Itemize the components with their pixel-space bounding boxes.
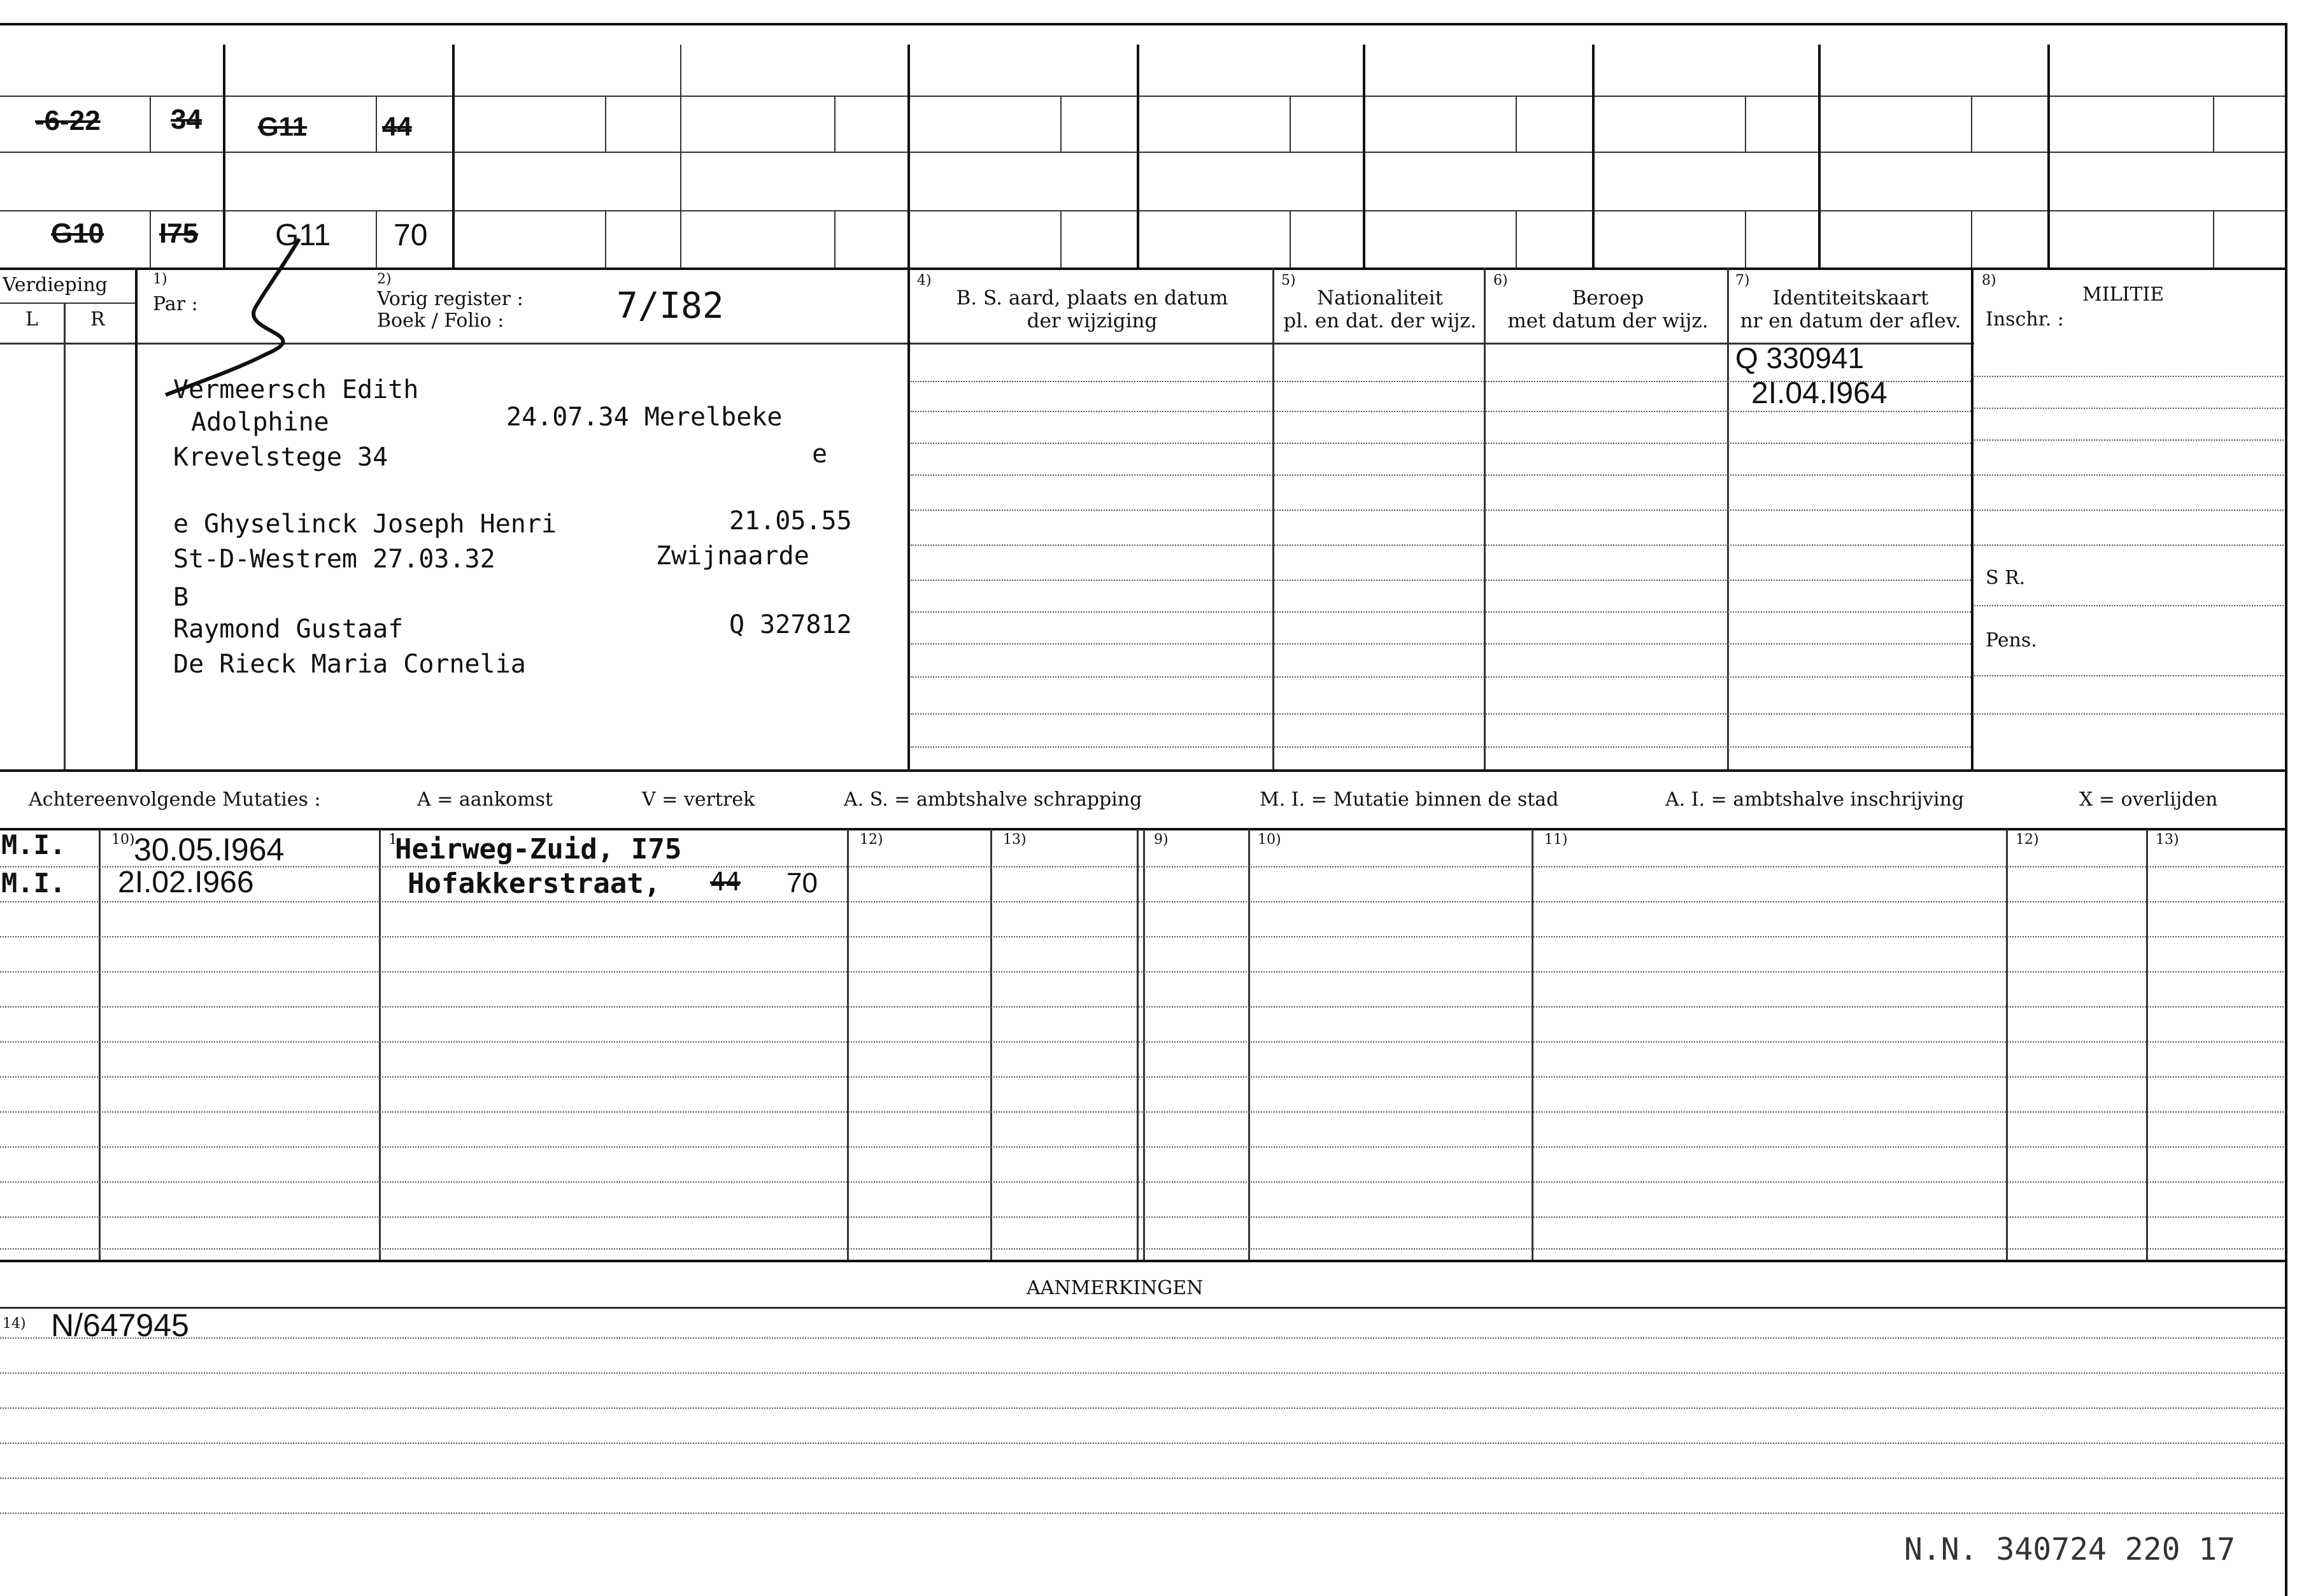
person-line: Raymond Gustaaf: [173, 615, 404, 644]
person-line: Krevelstege 34: [173, 443, 388, 472]
divider: [1363, 45, 1365, 267]
inschr-label: Inschr. :: [1986, 308, 2064, 331]
dotted-line: [1974, 439, 2286, 441]
col4-title: B. S. aard, plaats en datum: [956, 287, 1228, 310]
footnote-marker: 12): [860, 832, 883, 848]
grid-value: G10: [51, 218, 104, 249]
footer-number: N.N. 340724 220 17: [1904, 1532, 2236, 1567]
grid-value: G11: [275, 218, 331, 252]
dotted-line: [0, 1513, 2286, 1514]
dotted-line: [0, 1372, 2286, 1374]
pens-label: Pens.: [1986, 629, 2037, 652]
col5-header: [1275, 287, 1485, 332]
divider: [1745, 96, 1746, 153]
footnote-marker: 7): [1735, 273, 1750, 289]
divider: [847, 829, 849, 1262]
col6-subtitle: met datum der wijz.: [1507, 310, 1709, 332]
person-line: B: [173, 583, 189, 612]
dotted-line: [1974, 545, 2286, 546]
militie-title: MILITIE: [2082, 283, 2165, 306]
dotted-line: [0, 1041, 2286, 1043]
sr-label: S R.: [1986, 567, 2026, 589]
top-border: [0, 23, 2286, 25]
dotted-line: [1974, 474, 2286, 476]
footnote-marker: 14): [3, 1316, 26, 1332]
divider: [1290, 96, 1291, 153]
dotted-line: [911, 713, 1971, 715]
footnote-marker: 1): [153, 271, 167, 287]
grid-value: 44: [382, 111, 412, 141]
aanmerkingen-title: AANMERKINGEN: [1027, 1277, 1204, 1299]
divider: [0, 96, 2286, 97]
divider: [990, 829, 992, 1262]
divider: [376, 210, 377, 267]
dotted-line: [911, 580, 1971, 581]
dotted-line: [0, 1407, 2286, 1409]
divider: [1060, 210, 1062, 267]
person-line: St-D-Westrem 27.03.32: [173, 545, 495, 574]
divider: [1137, 45, 1139, 267]
grid-value: 34: [171, 104, 202, 135]
par-label: Par :: [153, 293, 198, 315]
mutation-address: Heirweg-Zuid, I75: [395, 833, 682, 866]
legend-a: A = aankomst: [417, 788, 553, 811]
divider: [99, 829, 101, 1262]
aanmerkingen-value: N/647945: [51, 1307, 189, 1343]
footnote-marker: 2): [377, 271, 392, 287]
col7-header: [1729, 287, 1972, 332]
id-card-date: 2I.04.I964: [1751, 376, 1888, 410]
divider: [1248, 829, 1250, 1262]
dotted-line: [1974, 675, 2286, 676]
person-date: 21.05.55: [729, 506, 852, 536]
mutation-address: Hofakkerstraat,: [408, 867, 661, 900]
left-label: L: [25, 308, 38, 331]
person-line: De Rieck Maria Cornelia: [173, 650, 526, 679]
person-id: Q 327812: [729, 610, 852, 639]
divider: [379, 829, 381, 1262]
dotted-line: [0, 1111, 2286, 1113]
divider: [1272, 267, 1274, 771]
dotted-line: [1974, 408, 2286, 409]
divider: [680, 45, 681, 267]
col7-subtitle: nr en datum der aflev.: [1740, 310, 1961, 332]
footnote-marker: 13): [1003, 832, 1027, 848]
legend-as: A. S. = ambtshalve schrapping: [844, 788, 1142, 811]
divider: [1818, 45, 1821, 267]
dotted-line: [0, 936, 2286, 937]
dotted-line: [911, 443, 1971, 444]
dotted-line: [911, 474, 1971, 476]
divider: [0, 152, 2286, 153]
grid-value: I75: [159, 218, 199, 249]
divider: [605, 96, 606, 153]
divider: [1143, 829, 1145, 1262]
divider: [1971, 210, 1972, 267]
id-card-number: Q 330941: [1735, 341, 1865, 374]
dotted-line: [0, 1076, 2286, 1078]
dotted-line: [911, 643, 1971, 645]
divider: [1727, 267, 1729, 771]
dotted-line: [0, 1146, 2286, 1148]
dotted-line: [0, 901, 2286, 902]
person-details: [173, 373, 418, 408]
col5-title: Nationaliteit: [1316, 287, 1444, 310]
dotted-line: [0, 971, 2286, 973]
dotted-line: [1974, 376, 2286, 377]
divider: [150, 96, 151, 153]
footnote-marker: 11): [1544, 832, 1568, 848]
grid-value: 70: [394, 218, 428, 252]
verdieping-label: Verdieping: [3, 274, 108, 296]
mutation-type: M.I.: [1, 867, 66, 899]
person-line: Adolphine: [191, 408, 329, 437]
person-birth: 24.07.34 Merelbeke: [506, 403, 783, 432]
dotted-line: [1974, 605, 2286, 606]
grid-value: -6-22: [35, 105, 101, 136]
dotted-line: [0, 1248, 2286, 1250]
divider: [1290, 210, 1291, 267]
col6-title: Beroep: [1572, 287, 1644, 310]
footnote-marker: 9): [1154, 832, 1169, 848]
person-place: Zwijnaarde: [656, 541, 809, 571]
col4-header: [911, 287, 1274, 332]
dotted-line: [0, 1216, 2286, 1218]
divider: [1060, 96, 1062, 153]
divider: [0, 267, 2286, 270]
divider: [2146, 829, 2148, 1262]
divider: [1484, 267, 1486, 771]
mutation-type: M.I.: [1, 829, 66, 860]
dotted-line: [911, 746, 1971, 748]
mutation-date: 30.05.I964: [134, 832, 285, 867]
dotted-line: [1974, 713, 2286, 715]
vorig-register-label: Vorig register :: [377, 288, 523, 310]
divider: [0, 769, 2286, 772]
footnote-marker: 8): [1982, 273, 1996, 289]
footnote-marker: 6): [1493, 273, 1508, 289]
divider: [2213, 96, 2214, 153]
footnote-marker: 10): [111, 832, 135, 848]
divider: [2006, 829, 2008, 1262]
col6-header: [1487, 287, 1729, 332]
divider: [0, 1307, 2286, 1309]
dotted-line: [911, 509, 1971, 511]
divider: [834, 96, 836, 153]
divider: [64, 303, 66, 771]
footnote-marker: 13): [2156, 832, 2179, 848]
dotted-line: [911, 676, 1971, 678]
person-mark: e: [812, 439, 828, 469]
footnote-marker: 4): [917, 273, 932, 289]
footnote-marker: 5): [1281, 273, 1296, 289]
divider: [0, 210, 2286, 211]
divider: [452, 45, 455, 267]
dotted-line: [0, 1443, 2286, 1444]
divider: [2213, 210, 2214, 267]
divider: [1971, 96, 1972, 153]
col5-subtitle: pl. en dat. der wijz.: [1283, 310, 1477, 332]
register-value: 7/I82: [616, 285, 724, 327]
divider: [0, 303, 135, 304]
grid-value: G11: [258, 111, 308, 141]
divider: [1137, 829, 1139, 1262]
divider: [907, 45, 910, 267]
footnote-marker: 12): [2016, 832, 2039, 848]
dotted-line: [911, 545, 1971, 546]
legend-x: X = overlijden: [2079, 788, 2218, 811]
mutation-struck-number: 44: [710, 867, 741, 897]
divider: [1971, 267, 1973, 771]
dotted-line: [0, 866, 2286, 867]
divider: [1516, 96, 1517, 153]
divider: [135, 267, 138, 771]
footnote-marker: 10): [1258, 832, 1281, 848]
footnote-marker: 1: [388, 832, 397, 848]
right-label: R: [90, 308, 105, 331]
legend-v: V = vertrek: [642, 788, 755, 811]
legend-ai: A. I. = ambtshalve inschrijving: [1665, 788, 1965, 811]
legend-mi: M. I. = Mutatie binnen de stad: [1260, 788, 1559, 811]
divider: [1532, 829, 1533, 1262]
divider: [1592, 45, 1595, 267]
divider: [1745, 210, 1746, 267]
divider: [0, 1260, 2286, 1262]
mutation-number: 70: [786, 867, 818, 899]
person-line: Vermeersch Edith: [173, 375, 419, 404]
dotted-line: [0, 1478, 2286, 1479]
dotted-line: [911, 411, 1971, 412]
divider: [834, 210, 836, 267]
dotted-line: [0, 1337, 2286, 1339]
divider: [907, 267, 910, 771]
col4-subtitle: der wijziging: [1027, 310, 1158, 332]
dotted-line: [911, 611, 1971, 613]
person-line: e Ghyselinck Joseph Henri: [173, 509, 557, 539]
mutaties-title: Achtereenvolgende Mutaties :: [29, 788, 321, 811]
dotted-line: [0, 1181, 2286, 1183]
dotted-line: [1974, 509, 2286, 511]
col7-title: Identiteitskaart: [1772, 287, 1929, 310]
divider: [1516, 210, 1517, 267]
divider: [376, 96, 377, 153]
mutation-date: 2I.02.I966: [118, 866, 254, 899]
boek-folio-label: Boek / Folio :: [377, 310, 504, 332]
divider: [2285, 23, 2287, 1596]
dotted-line: [0, 1006, 2286, 1008]
divider: [605, 210, 606, 267]
divider: [2047, 45, 2050, 267]
